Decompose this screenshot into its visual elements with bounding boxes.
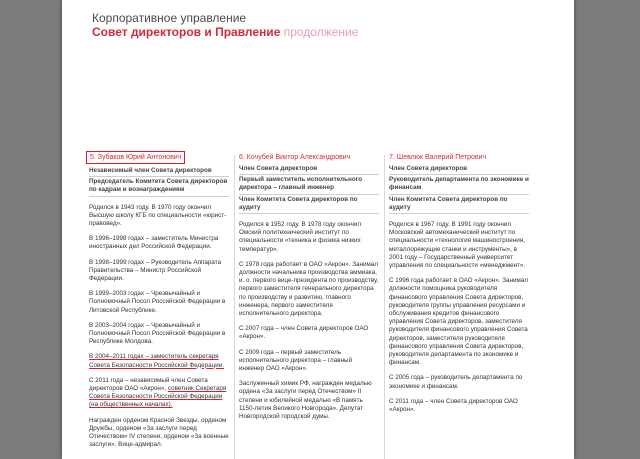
bio-paragraph: Родился в 1967 году. В 1991 году окончил Московский автомеханический институт по специальности «технология машиностроения, металлорежущие станки и инструменты», в 2001 году – Государственный университет управления по специальности «менеджмент».	[389, 221, 526, 270]
person-name: 5. Зубаков Юрий Антонович	[86, 151, 185, 164]
bio-paragraph: В 1999–2003 годах – Чрезвычайный и Полномочный Посол Российской Федерации в Литовской Республике.	[89, 290, 226, 314]
column-divider	[234, 155, 235, 459]
bio-paragraph	[89, 377, 229, 410]
bio-paragraph: С 2005 года – руководитель департамента по экономике и финансам.	[389, 374, 523, 390]
person-role: Член Совета директоров	[239, 165, 379, 175]
person-role: Председатель Комитета Совета директоров по кадрам и вознаграждениям	[89, 178, 229, 196]
bio-paragraph: В 1996–1998 годах – заместитель Министра иностранных дел Российской Федерации.	[89, 235, 219, 251]
subtitle-continued: продолжение	[283, 25, 359, 39]
bio-paragraph: Награжден орденом Красной Звезды, орденом Дружбы, орденом «За заслуги перед Отечеством» IV степени, орденом «За военные заслуги», Вице-адмирал.	[89, 416, 229, 449]
bio-text: С 2011 года – независимый член Совета директоров ОАО «Акрон»,	[89, 376, 208, 393]
person-role: Первый заместитель исполнительного директора – главный инженер	[239, 176, 379, 194]
section-subtitle	[92, 25, 358, 39]
bio-paragraph: Родился в 1952 году. В 1978 году окончил Омский политехнический институт по специальности «техника и физика низких температур».	[239, 221, 362, 253]
person-role: Член Комитета Совета директоров по аудиту	[239, 196, 379, 214]
bio-paragraph: В 2003–2004 годах – Чрезвычайный и Полномочный Посол Российской Федерации в Республике Молдова.	[89, 321, 226, 346]
document-page	[62, 0, 574, 459]
person-name: 7. Шевлюк Валерий Петрович	[389, 154, 487, 161]
bio-paragraph: Заслуженный химик РФ, награжден медалью ордена «За заслуги перед Отечеством» II степени и юбилейной медалью «В память 1150-летия Великого Новгорода». Депутат Новгородской городской думы.	[239, 380, 372, 421]
bio-paragraph: С 1996 года работает в ОАО «Акрон». Занимал должности помощника руководителя финансового управления Совета директоров, руководителя группы управления ресурсами и обслуживания кредитов финансового управления Совета директоров, заместителя руководителя финансового управления Совета директоров, заместителя руководителя финансового управления Совета директоров, руководителя департамента по экономике и финансам.	[389, 277, 529, 367]
bio-paragraph: С 2009 года – первый заместитель исполнительного директора – главный инженер ОАО «Акрон».	[239, 348, 353, 373]
person-role: Руководитель департамента по экономике и финансам	[389, 176, 529, 194]
subtitle-main: Совет директоров и Правление	[92, 25, 281, 39]
bio-paragraph: С 1978 года работает в ОАО «Акрон». Занимал должности начальника производства аммиака, и. о. первого вице-президента по производству, первого заместителя генерального директора по производству и развитию, главного инженера, первого заместителя исполнительного директора.	[239, 260, 379, 318]
person-name: 6. Кочубей Виктор Александрович	[239, 154, 351, 161]
bio-paragraph: В 1998–1999 годах – Руководитель Аппарата Правительства – Министр Российской Федерации.	[89, 258, 222, 283]
bio-column-zubakov	[89, 153, 229, 456]
bio-paragraph: Родился в 1943 году. В 1970 году окончил Высшую школу КГБ по специальности «юрист-правовед».	[89, 203, 227, 228]
person-role: Член Комитета Совета директоров по аудиту	[389, 196, 529, 214]
bio-paragraph: С 2007 года – член Совета директоров ОАО «Акрон».	[239, 325, 369, 341]
bio-paragraph-underlined: В 2004–2011 годах – заместитель секретаря Совета Безопасности Российской Федерации.	[89, 353, 225, 369]
column-divider	[384, 155, 385, 459]
person-role: Независимый член Совета директоров	[89, 167, 229, 177]
section-title: Корпоративное управление	[92, 11, 247, 25]
bio-column-shevlyuk	[389, 153, 529, 421]
bio-column-kochubey	[239, 153, 379, 428]
bio-paragraph: С 2011 года – член Совета директоров ОАО «Акрон».	[389, 397, 518, 414]
bio-text-underlined: советник Секретаря Совета Безопасности Российской Федерации (на общественных началах).	[89, 385, 227, 409]
person-role: Член Совета директоров	[389, 165, 529, 175]
